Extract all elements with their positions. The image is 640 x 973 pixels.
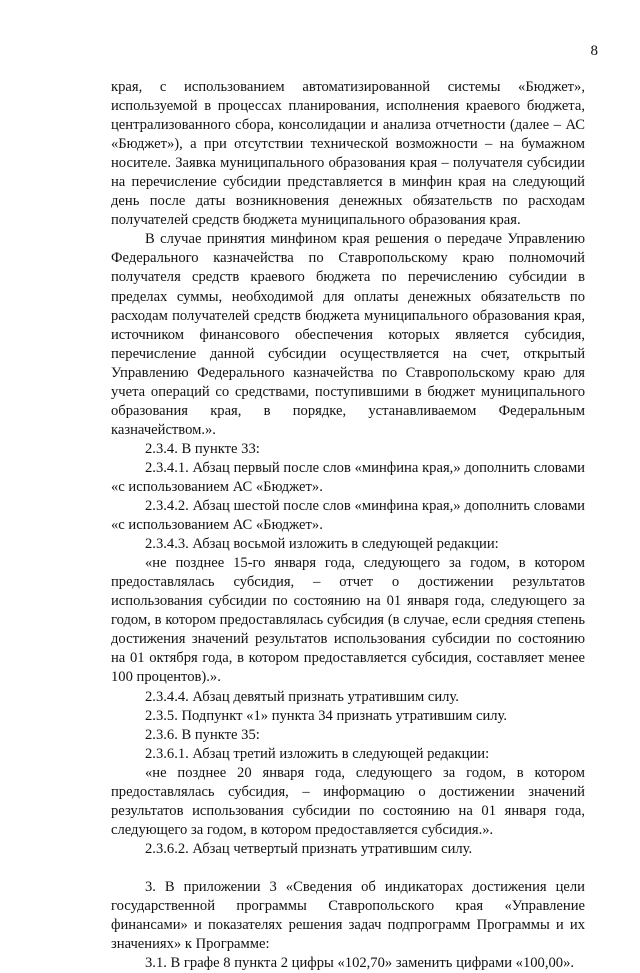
- paragraph-2-3-5: 2.3.5. Подпункт «1» пункта 34 признать утратившим силу.: [145, 707, 508, 724]
- paragraph-quote-20-january: «не позднее 20 января года, следующего за годом, в котором предоставлялась субсидия, – информацию о достижении значений результатов использования субсидии по состоянию на 01 января года, следующего за годом, в котором предоставляется субсидия.».: [111, 764, 585, 838]
- paragraph-quote-15-january: «не позднее 15-го января года, следующего за годом, в котором предоставлялась субсидия, – отчет о достижении результатов использования субсидии по состоянию на 01 января года, следующего за годом, в котором предоставлялась субсидия (в случае, если средняя степень достижения значений результатов использования субсидии по состоянию на 01 октября года, в котором предоставляется субсидия, составляет менее 100 процентов).».: [111, 555, 585, 686]
- paragraph-spacer: [111, 859, 585, 878]
- paragraph-2-3-6-2: 2.3.6.2. Абзац четвертый признать утратившим силу.: [145, 840, 473, 857]
- paragraph-treasury-transfer: В случае принятия минфином края решения о передаче Управлению Федерального казначейства по Ставропольскому краю полномочий получателя средств краевого бюджета по перечислению субсидии в пределах суммы, необходимой для оплаты денежных обязательств по расходам получателей средств бюджета муниципального образования края, источником финансового обеспечения которых является субсидия, перечисление данной субсидии осуществляется на счет, открытый Управлению Федерального казначейства по Ставропольскому краю для учета операций со средствами, поступившими в бюджет муниципального образования края, в порядке, устанавливаемом Федеральным казначейством.».: [111, 231, 585, 438]
- document-body: [111, 78, 585, 973]
- paragraph-continuation: края, с использованием автоматизированной системы «Бюджет», используемой в процессах планирования, исполнения краевого бюджета, централизованного сбора, консолидации и анализа отчетности (далее – АС «Бюджет»), а при отсутствии технической возможности – на бумажном носителе. Заявка муниципального образования края – получателя субсидии на перечисление субсидии представляется в минфин края на следующий день после даты возникновения денежных обязательств по расходам получателей средств бюджета муниципального образования края.: [111, 79, 585, 229]
- paragraph-3-1: 3.1. В графе 8 пункта 2 цифры «102,70» заменить цифрами «100,00».: [145, 955, 575, 972]
- page-number: 8: [590, 43, 598, 59]
- paragraph-2-3-6: 2.3.6. В пункте 35:: [145, 726, 260, 743]
- paragraph-2-3-4-3: 2.3.4.3. Абзац восьмой изложить в следующей редакции:: [145, 536, 499, 553]
- paragraph-appendix-3: 3. В приложении 3 «Сведения об индикаторах достижения цели государственной программы Ставропольского края «Управление финансами» и показателях решения задач подпрограмм Программы и их значениях» к Программе:: [111, 878, 585, 953]
- paragraph-2-3-4-2: 2.3.4.2. Абзац шестой после слов «минфина края,» дополнить словами «с использованием АС «Бюджет».: [111, 498, 585, 534]
- paragraph-2-3-4-1: 2.3.4.1. Абзац первый после слов «минфина края,» дополнить словами «с использованием АС «Бюджет».: [111, 459, 585, 495]
- paragraph-2-3-4: 2.3.4. В пункте 33:: [145, 440, 260, 457]
- paragraph-2-3-4-4: 2.3.4.4. Абзац девятый признать утратившим силу.: [145, 688, 459, 705]
- paragraph-2-3-6-1: 2.3.6.1. Абзац третий изложить в следующей редакции:: [145, 745, 490, 762]
